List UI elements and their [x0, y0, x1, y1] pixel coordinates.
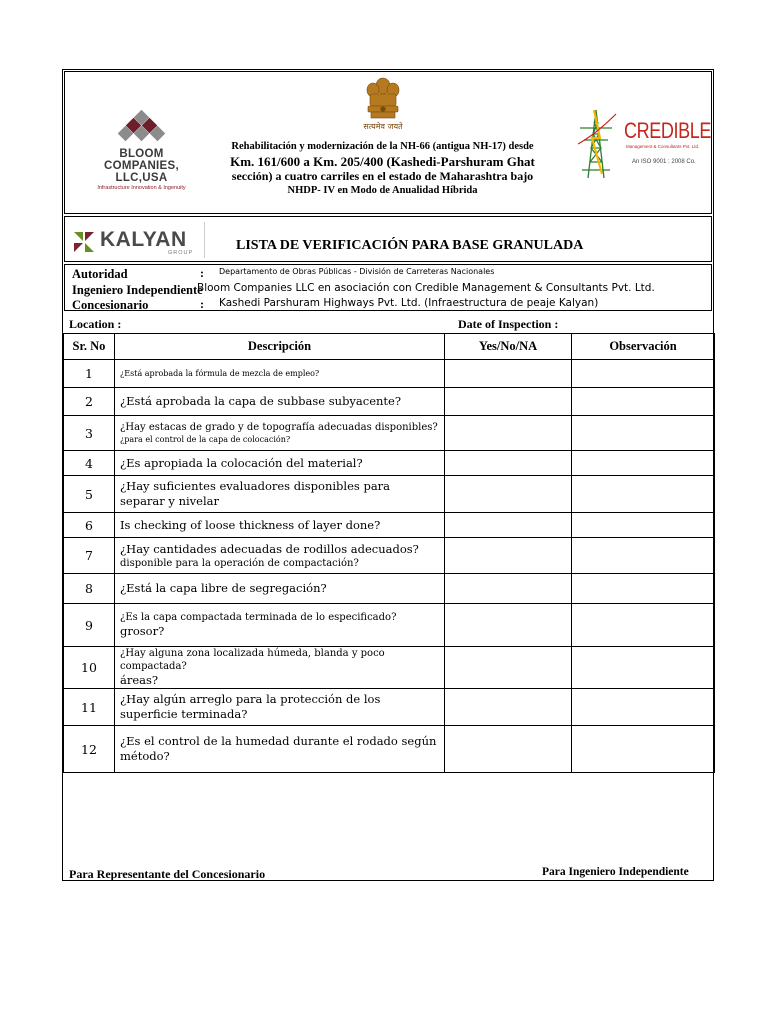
yes-no-na-cell[interactable] [445, 388, 572, 416]
date-of-inspection-label: Date of Inspection : [458, 317, 559, 331]
header-sr-no: Sr. No [64, 334, 115, 360]
document-title: LISTA DE VERIFICACIÓN PARA BASE GRANULADA [236, 238, 584, 253]
table-row [64, 388, 715, 416]
bloom-diamond-icon [119, 112, 165, 146]
row-number: 7 [64, 538, 115, 574]
concessionaire-value: Kashedi Parshuram Highways Pvt. Ltd. (Infraestructura de peaje Kalyan) [219, 297, 599, 309]
row-description: ¿Está la capa libre de segregación? [115, 574, 445, 604]
location-label: Location : [69, 317, 122, 331]
project-line-1: Rehabilitación y modernización de la NH-66 (antigua NH-17) desde [231, 141, 534, 152]
row-description: ¿Hay cantidades adecuadas de rodillos adecuados? disponible para la operación de compactación? [115, 538, 445, 574]
national-emblem [352, 76, 414, 131]
observation-cell[interactable] [572, 604, 715, 647]
header-yes-no-na: Yes/No/NA [445, 334, 572, 360]
yes-no-na-cell[interactable] [445, 726, 572, 773]
yes-no-na-cell[interactable] [445, 416, 572, 451]
yes-no-na-cell[interactable] [445, 360, 572, 388]
bloom-name: BLOOM COMPANIES, LLC,USA [104, 148, 179, 184]
engineer-value: Bloom Companies LLC en asociación con Credible Management & Consultants Pvt. Ltd. [197, 282, 655, 294]
bloom-tagline: Infrastructure Innovation & Ingenuity [97, 185, 186, 191]
row-description: ¿Está aprobada la fórmula de mezcla de empleo? [115, 360, 445, 388]
project-line-4: NHDP- IV en Modo de Anualidad Híbrida [287, 184, 478, 196]
engineer-label: Ingeniero Independiente [72, 283, 203, 297]
logo-divider [204, 222, 205, 258]
row-number: 6 [64, 513, 115, 538]
row-description: ¿Está aprobada la capa de subbase subyacente? [115, 388, 445, 416]
row-number: 9 [64, 604, 115, 647]
row-number: 11 [64, 689, 115, 726]
table-row [64, 574, 715, 604]
table-row [64, 416, 715, 451]
row-description: ¿Hay estacas de grado y de topografía adecuadas disponibles? ¿para el control de la capa de colocación? [115, 416, 445, 451]
row-number: 4 [64, 451, 115, 476]
table-row [64, 513, 715, 538]
table-row [64, 726, 715, 773]
row-number: 5 [64, 476, 115, 513]
row-description: ¿Hay suficientes evaluadores disponibles para separar y nivelar [115, 476, 445, 513]
yes-no-na-cell[interactable] [445, 604, 572, 647]
table-row [64, 451, 715, 476]
header-description: Descripción [115, 334, 445, 360]
yes-no-na-cell[interactable] [445, 538, 572, 574]
authority-value: Departamento de Obras Públicas - División de Carreteras Nacionales [219, 267, 495, 276]
project-line-2: Km. 161/600 a Km. 205/400 (Kashedi-Parshuram Ghat [230, 153, 535, 169]
project-description [205, 140, 560, 198]
checklist-table [63, 333, 715, 773]
yes-no-na-cell[interactable] [445, 451, 572, 476]
table-row [64, 476, 715, 513]
row-number: 2 [64, 388, 115, 416]
row-description: ¿Es el control de la humedad durante el rodado según método? [115, 726, 445, 773]
concessionaire-row [72, 296, 148, 314]
yes-no-na-cell[interactable] [445, 647, 572, 689]
kalyan-name: KALYAN [100, 228, 187, 251]
observation-cell[interactable] [572, 726, 715, 773]
row-number: 3 [64, 416, 115, 451]
concessionaire-label: Concesionario [72, 298, 149, 312]
observation-cell[interactable] [572, 574, 715, 604]
authority-label: Autoridad [72, 267, 128, 281]
table-row [64, 689, 715, 726]
emblem-motto: सत्यमेव जयते [363, 122, 403, 131]
row-number: 8 [64, 574, 115, 604]
credible-logo [574, 104, 711, 184]
table-row [64, 604, 715, 647]
header-observation: Observación [572, 334, 715, 360]
row-number: 1 [64, 360, 115, 388]
observation-cell[interactable] [572, 360, 715, 388]
yes-no-na-cell[interactable] [445, 574, 572, 604]
table-row [64, 538, 715, 574]
credible-name: CREDIBLE [624, 118, 711, 143]
observation-cell[interactable] [572, 476, 715, 513]
credible-subtitle: Management & Consultants Pvt. Ltd. [626, 144, 700, 149]
observation-cell[interactable] [572, 388, 715, 416]
observation-cell[interactable] [572, 451, 715, 476]
row-description: ¿Hay algún arreglo para la protección de los superficie terminada? [115, 689, 445, 726]
concessionaire-signature-label: Para Representante del Concesionario [69, 867, 266, 881]
lion-capital-icon [363, 76, 403, 122]
project-line-3: sección) a cuatro carriles en el estado de Maharashtra bajo [231, 169, 534, 183]
row-description: ¿Es la capa compactada terminada de lo especificado? grosor? [115, 604, 445, 647]
engineer-signature-label: Para Ingeniero Independiente [542, 866, 689, 878]
table-row [64, 360, 715, 388]
table-row [64, 647, 715, 689]
row-description: ¿Es apropiada la colocación del material? [115, 451, 445, 476]
yes-no-na-cell[interactable] [445, 689, 572, 726]
credible-iso: An ISO 9001 : 2008 Co. [632, 159, 696, 165]
bloom-logo [84, 112, 199, 191]
row-number: 12 [64, 726, 115, 773]
observation-cell[interactable] [572, 689, 715, 726]
concessionaire-colon: : [200, 297, 204, 311]
row-number: 10 [64, 647, 115, 689]
row-description: ¿Hay alguna zona localizada húmeda, blanda y poco compactada? áreas? [115, 647, 445, 689]
row-description: Is checking of loose thickness of layer done? [115, 513, 445, 538]
yes-no-na-cell[interactable] [445, 476, 572, 513]
kalyan-leaf-icon [72, 230, 98, 256]
observation-cell[interactable] [572, 416, 715, 451]
kalyan-logo [72, 226, 202, 258]
yes-no-na-cell[interactable] [445, 513, 572, 538]
kalyan-group: GROUP [168, 250, 194, 256]
table-header-row [64, 334, 715, 360]
observation-cell[interactable] [572, 513, 715, 538]
transmission-tower-icon [574, 104, 622, 184]
authority-colon: : [200, 266, 204, 280]
observation-cell[interactable] [572, 538, 715, 574]
observation-cell[interactable] [572, 647, 715, 689]
